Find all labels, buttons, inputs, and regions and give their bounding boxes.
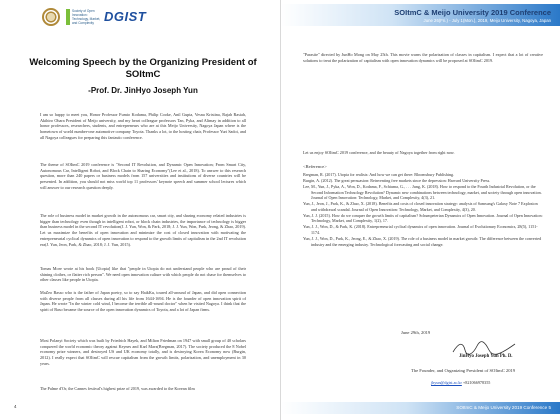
footer-banner: [281, 402, 560, 414]
signer-name: JinHyo Joseph Yun Ph. D.: [459, 354, 513, 359]
reference-item: Yun, J. J. (2015). How do we conquer the growth limits of capitalism? Schumpeterian Dynamics of Open Innovation. Journal of Open Innovation: Technology, Market, and Complexity, 1(2), 17.: [303, 212, 543, 224]
paragraph-3: The role of business model in market growth in the autonomous car, smart city, and sharing economy related industries is bigger than technology even though in intelligent robot, or block chain industries, the importance of technology is bigger than business model in the second IT revolution(J. J. Yun, Won, & Park, 2018; J. J. Yun, Won, Park, Jeong, & Zhao, 2019). Let us maximize the benefits of open innovation and minimize the cost of closed innovation with motivating the entrepreneurial cyclical dynamics of open innovation to respond to the growth limits of capitalism in the 2nd IT revolution era(J. Yun, Jeon, Park, & Zhao, 2018; J. J. Yun, 2015).: [40, 213, 246, 247]
reference-heading: <Reference>: [303, 164, 327, 169]
paragraph-8: "Parasite" directed by JunHo Mong on May 25th. This movie warns the polarization of classes in capitalism. I expect that a lot of creative solutions to treat the polarization of capitalism with open innovation dynamics will be proposed at SOItmC 2019.: [303, 52, 543, 63]
paragraph-6: Most Polanyi Society which was built by Friedrich Hayek, and Milton Friedman on 1947 with small group of 40 scholars conquered the world economic theory against Keynes and Karl Marx(Bregman, 2017). The society produced the 8 Nobel economy prize winners, and destroyed US and UK economy totally, and is destroying Korea Economy now (Burgin, 2012). I really expect that SOItmC will rescue capitalism from the growth limits, polarization, and unemployment in 30 years.: [40, 338, 246, 366]
paragraph-1: I am so happy to meet you, Honor Professor Fumio Kodama, Philip Cooke, Anil Gupta, Vesna Kristina, Rajah Rasiah, Akihiro Ohara President of Meijo university, and my heart colleague professors Tan, Pyka, and Alimay in addition to all honor professors, researchers, students, and entrepreneurs who are at this Meijo University, Nagoya Japan where is the hometown of world number-one automotive company Toyota. Thanks a lot, to the hosting chair, Professor Yuri Sadoi, and all Nagoya colleagues for preparing this fantastic conference.: [40, 112, 246, 140]
signature-date: June 29th, 2019: [401, 330, 431, 335]
footer-text: [456, 405, 551, 410]
reference-item: Burgin, A. (2012). The great persuasion: Reinventing free markets since the depression: Harvard University Press.: [303, 178, 491, 184]
reference-list: [303, 172, 543, 248]
reference-item: Lee, M., Yun, J., Pyka, A., Won, D., Kodama, F., Schiuma, G., . . . Jung, K. (2018). How to respond to the Fourth Industrial Revolution, or the Second Information Technology Revolution? Dynamic new combinations between technology, market, and society through open innovation. Journal of Open Innovation: Technology, Market, and Complexity, 4(3), 21.: [303, 184, 542, 201]
speech-author: -Prof. Dr. JinHyo Joseph Yun: [88, 86, 198, 95]
left-page-number: 4: [14, 404, 17, 409]
reference-item: Bregman, R. (2017). Utopia for realists: And how we can get there: Bloomsbury Publishing.: [303, 172, 455, 177]
dgist-logo: DGIST: [104, 9, 147, 24]
soitmc-logo-text: Society of Open Innovation: Technology, Market, and Complexity: [72, 9, 101, 25]
reference-item: Yun, J., Jeon, J., Park, K., & Zhao, X. (2018). Benefits and costs of closed innovation strategy: analysis of Samsung's Galaxy Note 7 Explosion and withdrawal scandal. Journal of Open Innovation: Technology, Market, and Complexity, 4(3), 20.: [303, 201, 538, 212]
speech-title: Welcoming Speech by the Organizing President of SOItmC: [29, 57, 257, 80]
footer-conference: SOItmC & Meijo University 2019 Conference: [456, 405, 548, 410]
university-seal-logo: [42, 8, 60, 26]
email-link[interactable]: jhyun@dgist.ac.kr: [431, 380, 462, 385]
signer-role: The Founder, and Organizing President of SOItmC 2019: [411, 368, 516, 373]
phone-number: +821066978355: [462, 380, 491, 385]
paragraph-4: Tomas More wrote at his book [Utopia] like that "people in Utopia do not understand people who are proud of their shining clothes, or flatter rich person". We need open innovation culture with which people do not chase for themselves to other classes like people in Utopia.: [40, 266, 246, 283]
banner-title: SOItmC & Meijo University 2019 Conference: [394, 8, 551, 17]
paragraph-5: MaZeo Basso who is the father of Japan poetry, so to say HaikKu, toured all-around of Japan, and did open connection with diverse people from all classes during all his life from 1644-1694. He is the founder of open innovation spirit of Japan. He wrote "In the winter cold wind, I become the terrible all-round doctor" when he visited Nagoya. I think that the spirit of Baso became the source of the open innovation dynamics of Toyota, and a lot of Japan firms.: [40, 290, 246, 313]
banner-subtitle: June 26(Fri.) - July 1(Mon.), 2019, Meijo University, Nagoya, Japan: [423, 18, 551, 23]
reference-item: Yun, J. J., Won, D., Park, K., Jeong, E., & Zhao, X. (2019). The role of a business model in market growth: The difference between the converted industry and the emerging industry. Technological forecasting and social change.: [303, 236, 542, 247]
signer-contact: [431, 380, 490, 385]
soitmc-logo: [66, 7, 101, 27]
conference-banner: [281, 4, 560, 26]
reference-item: Yun, J. J., Won, D., & Park, K. (2018). Entrepreneurial cyclical dynamics of open innovation. Journal of Evolutionary Economics, 28(5), 1151-1174.: [303, 224, 538, 235]
soitmc-logo-bar: [66, 9, 70, 25]
paragraph-7: The Palme d'Or, the Cannes festival's highest prize of 2019, was awarded to the Korean film: [40, 386, 195, 391]
paragraph-2: The theme of SOItmC 2019 conference is "Second IT Revolution, and Dynamic Open Innovation; From Smart City, Autonomous Car, Intelligent Robot, and Block Chain to Sharing Economy"(Lee et al., 2018). To answer to this research question, more than 240 papers or business models from 157 universities and institutions of diverse countries will be presented. In addition, you should not miss world top 11 professors' keynote speech and summer school lectures which will answer to our research question deeply.: [40, 162, 246, 190]
right-page: [280, 0, 560, 420]
right-page-number: 5: [548, 405, 551, 410]
paragraph-9: Let us enjoy SOItmC 2019 conference, and the beauty of Nagoya together from right now.: [303, 150, 455, 155]
